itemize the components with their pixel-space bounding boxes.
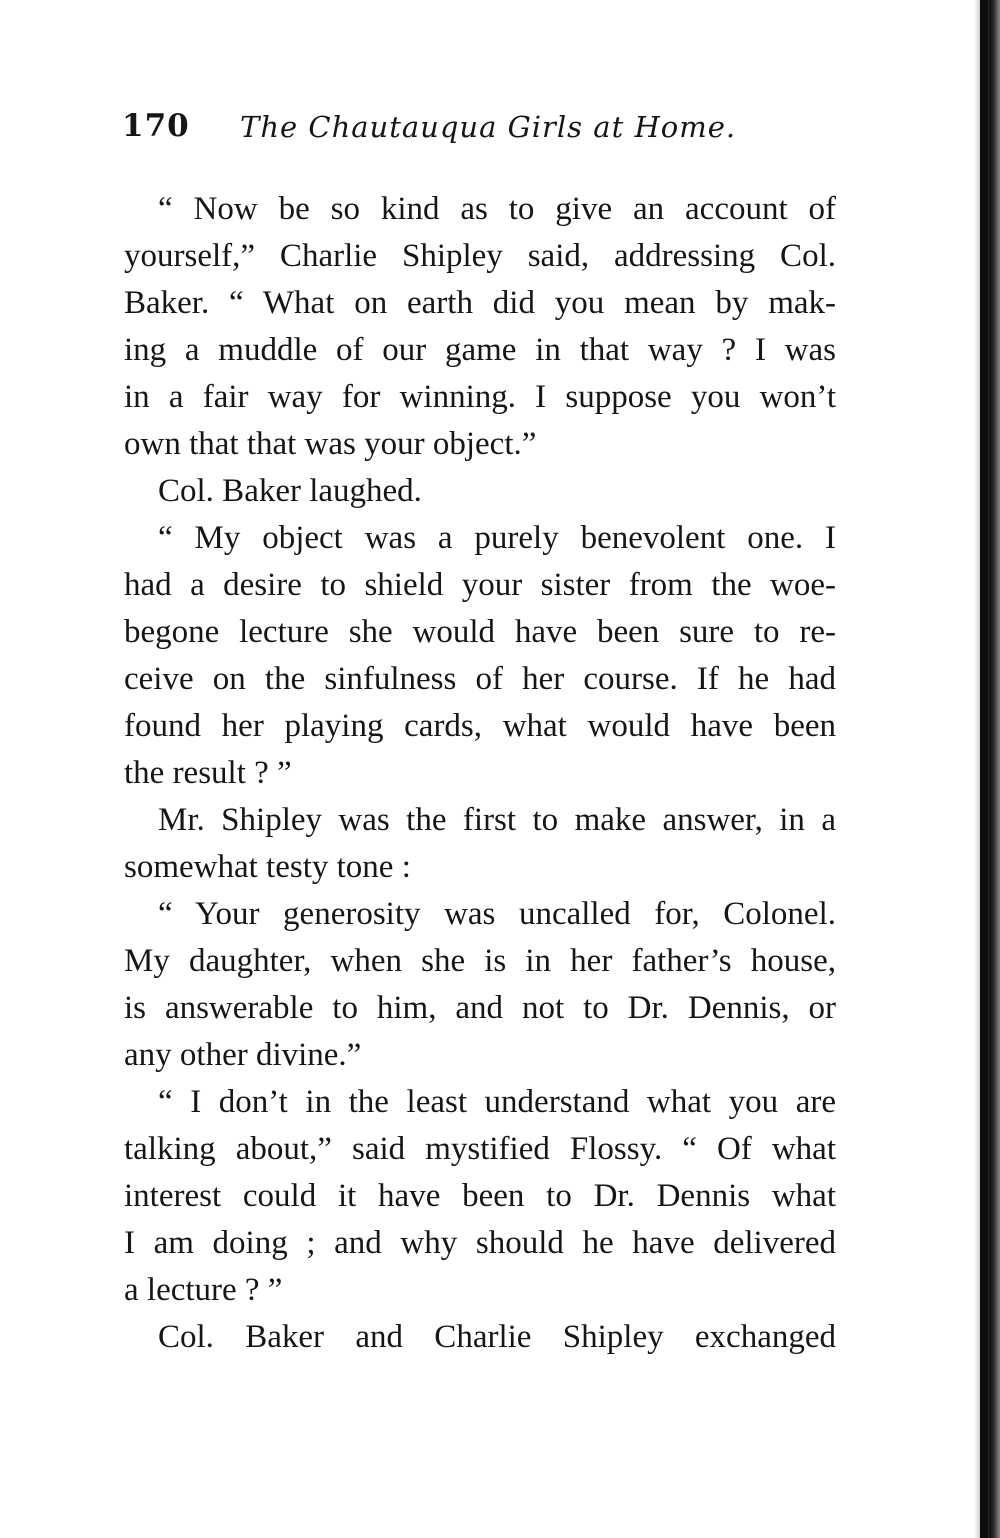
text-line: “ I don’t in the least understand what you are	[158, 1084, 836, 1120]
text-line: a lecture ? ”	[124, 1272, 283, 1308]
text-line: any other divine.”	[124, 1037, 362, 1073]
text-line: had a desire to shield your sister from the woe-	[124, 567, 836, 603]
text-line: Col. Baker and Charlie Shipley exchanged	[158, 1319, 836, 1355]
text-line: yourself,” Charlie Shipley said, addressing Col.	[124, 238, 836, 274]
text-line: “ Your generosity was uncalled for, Colonel.	[158, 896, 836, 932]
text-line: in a fair way for winning. I suppose you won’t	[124, 379, 836, 415]
text-line: Baker. “ What on earth did you mean by mak-	[124, 285, 836, 321]
body-text	[124, 186, 836, 1361]
text-line: begone lecture she would have been sure to re-	[124, 614, 836, 650]
text-line: My daughter, when she is in her father’s house,	[124, 943, 836, 979]
text-line: “ My object was a purely benevolent one. I	[158, 520, 836, 556]
text-line: found her playing cards, what would have been	[124, 708, 836, 744]
text-line: is answerable to him, and not to Dr. Dennis, or	[124, 990, 836, 1026]
page-header	[122, 108, 842, 152]
text-line: the result ? ”	[124, 755, 292, 791]
text-line: ceive on the sinfulness of her course. If he had	[124, 661, 836, 697]
text-line: Col. Baker laughed.	[158, 473, 422, 509]
text-line: own that that was your object.”	[124, 426, 537, 462]
text-line: interest could it have been to Dr. Dennis what	[124, 1178, 836, 1214]
text-line: I am doing ; and why should he have delivered	[124, 1225, 836, 1261]
text-line: somewhat testy tone :	[124, 849, 411, 885]
text-line: Mr. Shipley was the first to make answer, in a	[158, 802, 836, 838]
book-gutter-edge	[980, 0, 988, 1538]
page-number: 170	[122, 108, 190, 144]
text-line: ing a muddle of our game in that way ? I was	[124, 332, 836, 368]
text-line: talking about,” said mystified Flossy. “ Of what	[124, 1131, 836, 1167]
text-line: “ Now be so kind as to give an account of	[158, 191, 836, 227]
running-title: The Chautauqua Girls at Home.	[240, 110, 737, 144]
